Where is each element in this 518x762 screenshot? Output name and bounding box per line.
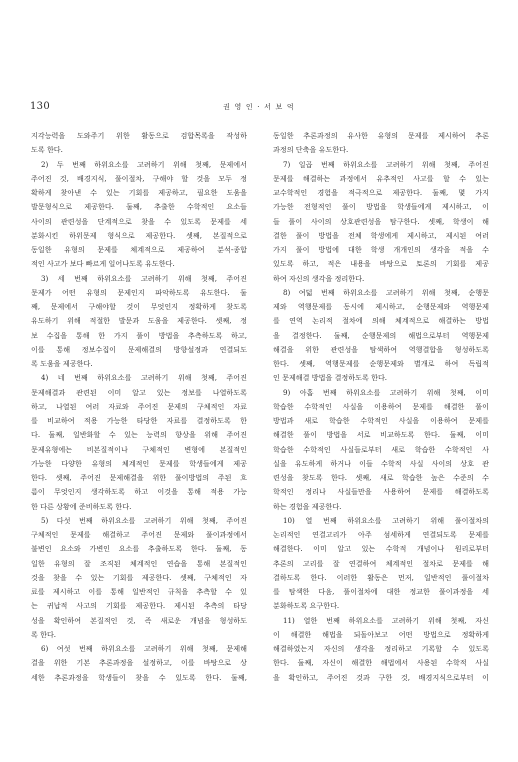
text-line: 지각능력을 도와주기 위한 활동으로 검합목록을 작성하 [31,131,247,140]
text-line: 학습한 수학적인 사실을 이용하여 문제를 해결한 풀이 [273,401,489,411]
text-line: 4) 네 번째 하위요소를 고려하기 위해 첫째, 주어진 [41,373,247,383]
text-line: 확하게 찾아낸 수 있는 기회를 제공하고, 필요한 도움을 [31,188,247,197]
text-line: 2) 두 번째 하위요소를 고려하기 위해 첫째, 문제에서 [41,159,247,169]
text-line: 10) 열 번째 하위요소를 고려하기 위해 풀이절차의 [283,515,489,525]
text-line: 를 탐색한 다음, 풀이절차에 대한 정교한 풀이과정을 세 [273,587,489,596]
text-line: 하고, 나열된 여러 자료와 주어진 문제의 구체적인 자료 [31,401,247,411]
text-line: 록 도움을 제공한다. [31,359,93,368]
text-line: 문제가 어떤 유형의 문제인지 파악하도록 유도한다. 둘 [31,287,247,297]
text-line: 가능한 다양한 유형의 체계적인 문제를 학생들에게 제공 [31,458,247,468]
text-line: 구체적인 문제를 해결하고 주어진 문제와 풀이과정에서 [31,530,247,539]
text-line: 한 다른 상황에 준비하도록 한다. [31,501,132,511]
text-line: 도록 한다. [31,145,63,155]
text-line: 동일한 유형의 문제를 체계적으로 제공하여 분석-종합 [31,245,247,254]
text-line: 실을 유도하게 하거나 이들 수학적 사실 사이의 상호 관 [273,458,489,468]
text-line: 불변인 요소와 가변인 요소를 추출하도록 한다. 둘째, 동 [31,544,247,554]
text-line: 한다. 셋째, 역행문제를 순행문제와 별개로 하여 독립적 [273,359,489,368]
text-line: 문제유형에는 비본질적이나 구체적인 변형에 본질적인 [31,444,247,454]
text-line: 분화시킨 하위문제 형식으로 제공한다. 셋째, 본질적으로 [31,230,247,240]
text-line: 성을 확인하여 본질적인 것, 즉 새로운 개념을 형성하도 [31,615,247,625]
text-line: 적인 사고가 보다 빠르게 일어나도록 유도한다. [31,259,175,269]
text-line: 하는 경험을 제공한다. [273,501,342,511]
text-line: 학적인 정리나 사실들만을 사용하여 문제를 해결하도록 [273,487,489,497]
text-line: 것을 찾을 수 있는 기회를 제공한다. 셋째, 구체적인 자 [31,572,247,582]
text-line: 있도록 하고, 적은 내용을 바탕으로 토론의 기회를 제공 [273,259,489,269]
left-column [31,129,247,685]
text-line: 주어진 것, 배경지식, 풀이절차, 구해야 할 것을 모두 정 [31,173,247,183]
text-line: 는 귀납적 사고의 기회를 제공한다. 제시된 추측의 타당 [31,601,247,611]
running-head: 권 영 인 · 서 보 억 [223,103,295,111]
text-line: 인 문제해결 방법을 결정하도록 한다. [273,373,388,383]
text-line: 논리적인 연결고리가 아주 섬세하게 연결되도록 문제를 [273,530,489,539]
text-line: 한다. 셋째, 주어진 문제해결을 위한 풀이방법의 주된 흐 [31,473,247,482]
right-column [273,129,489,685]
text-line: 교수학적인 경험을 적극적으로 제공한다. 둘째, 몇 가지 [273,188,489,197]
text-line: 유도하기 위해 적절한 발문과 도움을 제공한다. 셋째, 정 [31,316,247,326]
text-line: 름이 무엇인지 생각하도록 하고 이것을 통해 적용 가능 [31,487,247,497]
text-line: 다. 둘째, 일반화할 수 있는 능력의 향상을 위해 주어진 [31,430,247,440]
text-line: 록 한다. [31,629,57,639]
text-line: 세한 추론과정을 학생들이 찾을 수 있도록 한다. 둘째, [31,672,247,682]
text-line: 이 해결한 해법을 되돌아보고 어떤 방법으로 정확하게 [273,629,489,639]
text-line: 6) 여섯 번째 하위요소를 고려하기 위해 첫째, 문제해 [41,644,247,653]
text-line: 3) 세 번째 하위요소를 고려하기 위해 첫째, 주어진 [41,273,247,283]
text-line: 학습한 수학적인 사실들로부터 새로 학습한 수학적인 사 [273,444,489,454]
text-line: 추론의 고리를 잘 연결하여 체계적인 절차로 문제를 해 [273,558,489,568]
text-line: 을 결정한다. 둘째, 순행문제의 해법으로부터 역행문제 [273,330,489,340]
text-line: 째, 문제에서 구해야할 것이 무엇인지 정확하게 찾도록 [31,302,247,311]
text-line: 결을 위한 기본 추론과정을 설정하고, 이를 바탕으로 상 [31,658,247,668]
text-line: 사이의 관련성을 단계적으로 찾을 수 있도록 문제를 세 [31,216,247,226]
text-line: 을 확인하고, 주어진 것과 구한 것, 배경지식으로부터 이 [273,672,489,682]
text-line: 8) 여덟 번째 하위요소를 고려하기 위해 첫째, 순행문 [283,287,489,297]
text-line: 해결한다. 이미 알고 있는 수학적 개념이나 원리로부터 [273,544,489,554]
text-line: 제와 역행문제를 동시에 제시하고, 순행문제와 역행문제 [273,302,489,311]
text-line: 문제를 해결하는 과정에서 유추적인 사고를 할 수 있는 [273,173,489,183]
text-line: 해결하였는지 자신의 생각을 정리하고 기록할 수 있도록 [273,644,489,653]
text-line: 발문형식으로 제공한다. 둘째, 추출한 수학적인 요소들 [31,202,247,212]
text-line: 과정의 단축을 유도한다. [273,145,349,155]
text-line: 료를 제시하고 이를 통해 일반적인 규칙을 추측할 수 있 [31,587,247,596]
text-line: 가능한 전형적인 풀이 방법을 학생들에게 제시하고, 이 [273,202,489,212]
text-line: 하여 자신의 생각을 정리한다. [273,273,365,283]
text-line: 들 풀이 사이의 상호관련성을 탐구한다. 셋째, 학생이 해 [273,216,489,226]
text-line: 분화하도록 요구한다. [273,601,340,611]
text-line: 보 수집을 통해 한 가지 풀이 방법을 추측하도록 하고, [31,330,247,340]
text-line: 동일한 추론과정의 유사한 유형의 문제를 제시하여 추론 [273,131,489,140]
text-line: 련성을 찾도록 한다. 셋째, 새로 학습한 높은 수준의 수 [273,473,489,482]
text-line: 해결한 풀이 방법을 서로 비교하도록 한다. 둘째, 이미 [273,430,489,440]
text-line: 를 비교하여 적용 가능한 타당한 자료를 결정하도록 한 [31,416,247,425]
text-line: 결하도록 한다. 이러한 활동은 먼저, 일반적인 풀이절차 [273,572,489,582]
text-line: 이를 통해 정보수집이 문제해결의 방향설정과 연결되도 [31,344,247,354]
text-line: 해결을 위한 관련성을 탐색하여 역행결합을 형성하도록 [273,344,489,354]
text-line: 를 연역 논리적 절차에 의해 체계적으로 해결하는 방법 [273,316,489,326]
text-line: 한다. 둘째, 자신이 해결한 해법에서 사용된 수학적 사실 [273,658,489,668]
page-number: 130 [30,101,50,112]
text-line: 방법과 새로 학습한 수학적인 사실을 이용하여 문제를 [273,416,489,425]
text-line: 7) 일곱 번째 하위요소를 고려하기 위해 첫째, 주어진 [283,159,489,169]
text-line: 결한 풀이 방법을 전체 학생에게 제시하고, 제시된 여러 [273,230,489,240]
text-line: 문제해결과 관련된 이미 알고 있는 정보를 나열하도록 [31,387,247,397]
text-line: 가지 풀이 방법에 대한 학생 개개인의 생각을 적을 수 [273,245,489,254]
text-line: 5) 다섯 번째 하위요소를 고려하기 위해 첫째, 주어진 [41,515,247,525]
text-line: 11) 열한 번째 하위요소를 고려하기 위해 첫째, 자신 [283,615,489,625]
text-line: 9) 아홉 번째 하위요소를 고려하기 위해 첫째, 이미 [283,387,489,397]
text-line: 일한 유형의 잘 조직된 체계적인 연습을 통해 본질적인 [31,558,247,568]
